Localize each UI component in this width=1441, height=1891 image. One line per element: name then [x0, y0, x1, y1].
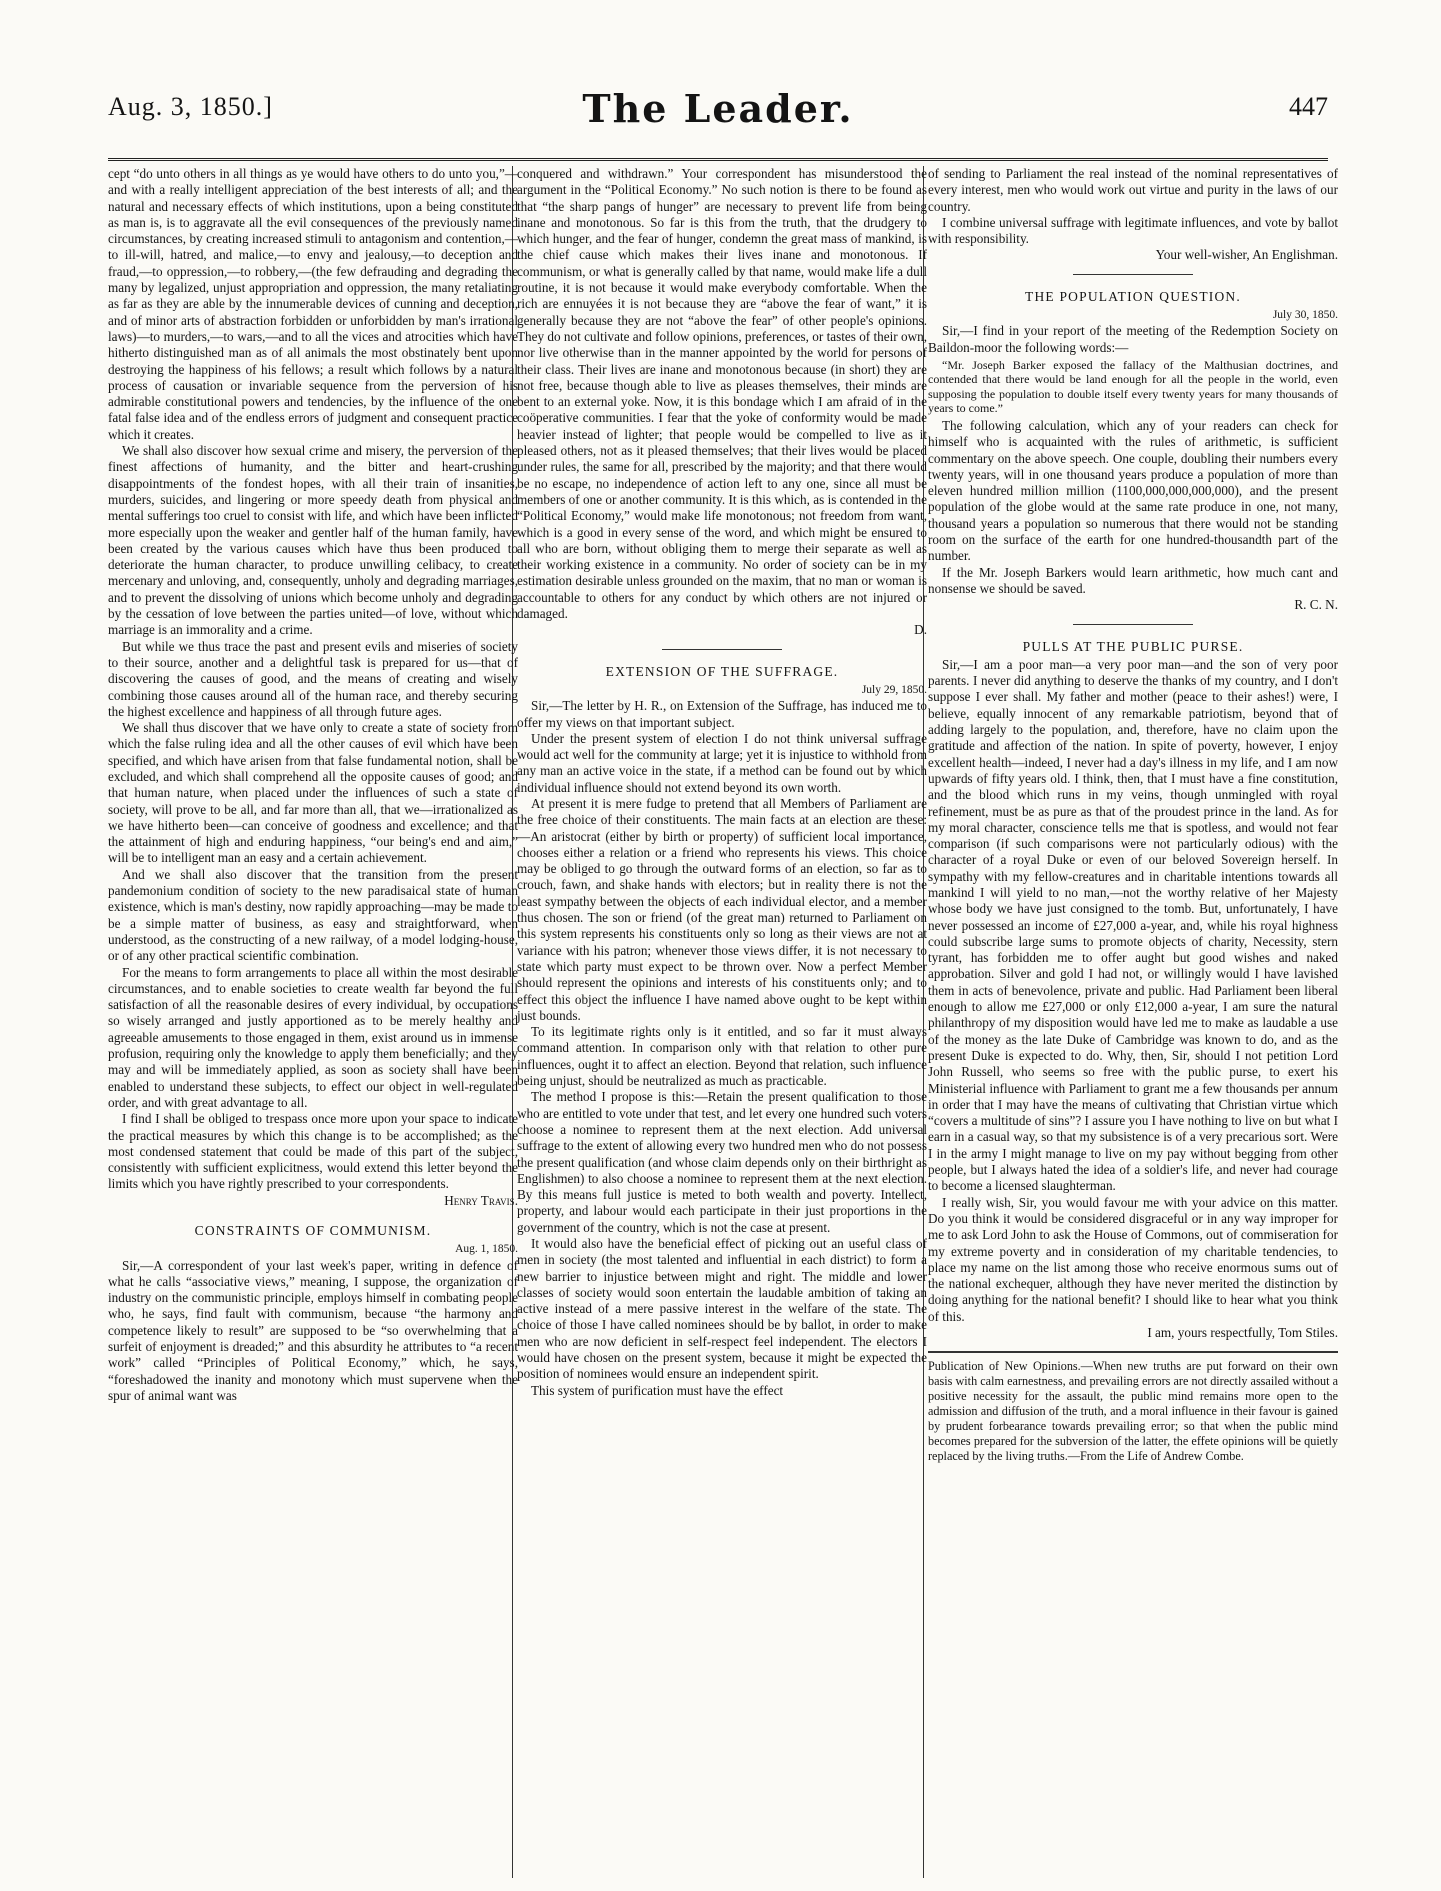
column-3 — [928, 166, 1338, 1464]
signoff: Your well-wisher, An Englishman. — [1155, 247, 1338, 263]
paragraph: Sir,—I am a poor man—a very poor man—and the son of very poor parents. I never did anything to deserve the thanks of my country, and I don't suppose I ever shall. My father and mother (peace to their ashes!) were, I believe, equally innocent of any remarkable patriotism, beyond that of adding largely to the population, and, therefore, have no claim upon the gratitude and affection of the nation. In spite of poverty, however, I enjoy excellent health—indeed, I never had a day's illness in my life, and I am now upwards of fifty years old. I think, then, that I must have a fine constitution, and the blood which runs in my veins, though unmingled with royal refinement, must be as pure as that of the proudest prince in the land. As for my moral character, conscience tells me that is spotless, and would not fear comparison (if such comparisons were not particularly odious) with the character of a royal Duke or even of our beloved Sovereign herself. In sympathy with my fellow-creatures and in charitable intentions towards all mankind I will yield to no man,—not the worthy relative of her Majesty whose body we have just consigned to the tomb. But, unfortunately, I have never possessed an income of £27,000 a-year, and, while his royal highness could subscribe large sums to promote objects of charity, Necessity, stern tyrant, has forbidden me to offer aught but good wishes and naked approbation. Silver and gold I had not, or willingly would I have lavished them in acts of benevolence, private and public. Had Parliament been liberal enough to allow me £27,000 or only £12,000 a-year, I am sure the natural philanthropy of my disposition would have led me to make as laudable a use of the money as the late Duke of Cambridge was known to do, and as the present Duke is expected to do. Why, then, Sir, should I not petition Lord John Russell, who seems so free with the public purse, to exert his Ministerial influence with Parliament to grant me a few thousands per annum in order that I may have the means of cultivating that Christian virtue which “covers a multitude of sins”? I assure you I have nothing to live on but what I earn in a casual way, so that my subsistence is of a very precarious sort. Were I in the army I might manage to live on my pay without begging from other people, but I always hated the idea of a soldier's life, and never had courage to become a licensed slaughterman. — [928, 656, 1338, 1194]
article-heading: THE POPULATION QUESTION. — [1025, 288, 1241, 304]
paragraph: Sir,—I find in your report of the meeting of the Redemption Society on Baildon-moor the following words:— — [928, 323, 1338, 355]
section-rule — [1073, 624, 1193, 625]
signature: R. C. N. — [1294, 597, 1338, 613]
header-rule — [108, 158, 1328, 161]
paragraph: To its legitimate rights only is it entitled, and so far it must always command attention. In comparison only with that relation to other pure influences, ought it to affect an election. Beyond that relation, such influence being unjust, should be neutralized as much as practicable. — [517, 1024, 927, 1089]
paragraph: We shall thus discover that we have only to create a state of society from which the false ruling idea and all the other causes of evil which have been specified, and which have arisen from that false fundamental notion, shall be excluded, and which shall comprehend all the opposite causes of good; and that human nature, when placed under the influences of such a state of society, will prove to be all, and far more than all, that we—irrationalized as we have hitherto been—can conceive of goodness and excellence; and that the attainment of high and enduring happiness, “our being's end and aim,” will be to intelligent man an easy and a certain achievement. — [108, 720, 518, 866]
dateline: July 29, 1850. — [861, 683, 927, 696]
page-number: 447 — [1289, 92, 1328, 121]
paragraph: cept “do unto others in all things as ye would have others to do unto you,”—and with a really intelligent appreciation of the best interests of all; and the natural and necessary effects of which institutions, upon a being constituted as man is, is to aggravate all the evil consequences of the previously named circumstances, by creating increased stimuli to antagonism and contention,—to ill-will, hatred, and malice,—to envy and jealousy,—to deception and fraud,—to oppression,—to robbery,—(the few defrauding and degrading the many by legalized, unjust appropriation and oppression, the many retaliating as far as they are able by the innumerable devices of cunning and deception, and of minor arts of abstraction forbidden or unforbidden by man's irrational laws)—to murders,—to wars,—and to all the vices and atrocities which have hitherto distinguished man as of all animals the most obstinately bent upon destroying the happiness of his fellows; a result which follows by a natural process of causation or invariable sequence from the perversion of his admirable constitutional powers and tendencies, by the influence of the one fatal false idea and of the endless errors of judgment and consequent practice which it creates. — [108, 166, 518, 442]
article-heading: EXTENSION OF THE SUFFRAGE. — [605, 663, 839, 679]
signature: Henry Travis. — [444, 1192, 518, 1208]
section-rule — [1073, 274, 1193, 275]
masthead — [108, 86, 1328, 146]
paragraph: Sir,—The letter by H. R., on Extension of the Suffrage, has induced me to offer my views on that important subject. — [517, 698, 927, 730]
paragraph: It would also have the beneficial effect of picking out an useful class of men in society (the most talented and influential in each district) to form a new barrier to injustice between might and right. The middle and lower classes of society would soon entertain the laudable ambition of taking an active instead of a mere passive interest in the welfare of the state. The choice of those I have called nominees should be by ballot, in order to make men who are now deficient in self-respect feel independent. The electors I would have chosen on the present system, because it might be expected the position of nominees would ensure an independent spirit. — [517, 1236, 927, 1382]
paragraph: At present it is mere fudge to pretend that all Members of Parliament are the free choice of their constituents. The main facts at an election are these:—An aristocrat (either by birth or property) of sufficient local importance, chooses either a relation or a friend who represents his views. This choice may be obliged to go through the outward forms of an election, so far as to crouch, fawn, and shake hands with electors; but in reality there is not the least sympathy between the objects of each individual elector, and a member thus chosen. The son or friend (of the great man) returned to Parliament on this system represents his constituents only so long as their views are not at variance with his patron; whenever those views differ, it is not necessary to state which party must expect to be thrown over. Now a perfect Member should represent the opinions and interests of his constituents only; and to effect this object the influence I have named above ought to be kept within just bounds. — [517, 795, 927, 1023]
article-heading: PULLS AT THE PUBLIC PURSE. — [1022, 638, 1244, 654]
paragraph: I combine universal suffrage with legitimate influences, and vote by ballot with responsibility. — [928, 214, 1338, 247]
section-rule — [662, 649, 782, 650]
paragraph: We shall also discover how sexual crime and misery, the perversion of the finest affections of humanity, and the bitter and heart-crushing disappointments of the fondest hopes, with all their train of insanities, murders, suicides, and lingering or more speedy death from physical and mental sufferings too cruel to consist with life, and which have been inflicted more especially upon the weaker and gentler half of the human family, have been created by the various causes which have thus been produced to deteriorate the human character, to produce unwilling celibacy, to create mercenary and unloving, and, consequently, unholy and degrading marriages, and to prevent the dissolving of unions which become unholy and degrading by the cessation of love between the parties united—of love, without which marriage is an immorality and a crime. — [108, 443, 518, 638]
section-rule — [928, 1351, 1338, 1353]
signoff: I am, yours respectfully, Tom Stiles. — [1147, 1325, 1338, 1340]
paragraph: But while we thus trace the past and present evils and miseries of society to their source, another and a delightful task is prepared for us—that of discovering the causes of good, and the means of creating and wisely combining those causes around all of the human race, and thereby securing the highest excellence and happiness of all through future ages. — [108, 638, 518, 719]
dateline: Aug. 1, 1850. — [455, 1243, 518, 1256]
paragraph: And we shall also discover that the transition from the present pandemonium condition of society to the new paradisaical state of human existence, which is man's destiny, now rapidly approaching—may be made to be a simple matter of business, as easy and straightforward, when understood, as the constructing of a new railway, of a model lodging-house, or of any other practical scientific combination. — [108, 866, 518, 964]
column-2 — [517, 166, 927, 1399]
paragraph: For the means to form arrangements to place all within the most desirable circumstances, and to enable societies to create wealth far beyond the full satisfaction of all the reasonable desires of every individual, by occupations so wisely arranged and justly apportioned as to be merely healthy and agreeable amusements to those engaged in them, exist around us in immense profusion, requiring only the knowledge to apply them beneficially; and they may and will be immediately applied, as soon as society shall have been enabled to understand these subjects, to effect our object in well-regulated order, and with great advantage to all. — [108, 964, 518, 1110]
publication-note: Publication of New Opinions.—When new truths are put forward on their own basis with calm earnestness, and prevailing errors are not directly assailed without a positive necessity for the assault, the public mind remains more open to the admission and diffusion of the truth, and a moral influence in their favour is gained by prudent forbearance towards prevailing error; so that when the public mind becomes prepared for the subversion of the latter, the effete opinions will be quietly replaced by the living truths.—From the Life of Andrew Combe. — [928, 1359, 1338, 1464]
paragraph: This system of purification must have the effect — [531, 1382, 784, 1398]
paragraph: The following calculation, which any of your readers can check for himself who is acquainted with the rules of arithmetic, is sufficient commentary on the above speech. One couple, doubling their numbers every twenty years, will in one thousand years produce a population of more than eleven hundred million million (1100,000,000,000,000), and the present population of the globe would at the same rate produce in one, not many, thousand years a population so numerous that there would not be standing room on the surface of the earth for one hundred-thousandth part of the number. — [928, 417, 1338, 564]
newspaper-title: The Leader. — [582, 86, 854, 131]
paragraph: I really wish, Sir, you would favour me with your advice on this matter. Do you think it would be considered disgraceful or in any way improper for me to ask Lord John to ask the House of Commons, out of commiseration for my extreme poverty and in consideration of my charitable tendencies, to place my name on the list among those who receive enormous sums out of the national exchequer, although they have never merited the distinction by doing anything for the national benefit? I should like to hear what you think of this. — [928, 1194, 1338, 1324]
paragraph: If the Mr. Joseph Barkers would learn arithmetic, how much cant and nonsense we should be saved. — [928, 564, 1338, 596]
article-heading: CONSTRAINTS OF COMMUNISM. — [194, 1223, 432, 1238]
paragraph: Under the present system of election I do not think universal suffrage would act well for the community at large; yet it is injustice to withhold from any man an active voice in the state, if a method can be found out by which individual influence should not extend beyond its own worth. — [517, 730, 927, 795]
paragraph: The method I propose is this:—Retain the present qualification to those who are entitled to vote under that test, and let every one hundred such voters choose a nominee to represent them at the next election. Add universal suffrage to the extent of allowing every two hundred men who do not possess the present qualification (and whose claim depends only on their birthright as Englishmen) to also choose a nominee to represent them at the next election. By this means full justice is meted to both wealth and poverty. Intellect, property, and labour would each participate in their just proportions in the government of the country, which is not the case at present. — [517, 1089, 927, 1235]
issue-date: Aug. 3, 1850.] — [108, 92, 273, 121]
paragraph: I find I shall be obliged to trespass once more upon your space to indicate the practical measures by which this change is to be accomplished; as the most condensed statement that could be made of this part of the subject, consistently with sufficient explicitness, would extend this letter beyond the limits which you have rightly prescribed to your correspondents. — [108, 1111, 518, 1192]
paragraph: of sending to Parliament the real instead of the nominal representatives of every interest, men who would work out virtue and purity in the laws of our country. — [928, 166, 1338, 214]
quotation: “Mr. Joseph Barker exposed the fallacy of the Malthusian doctrines, and contended that there would be land enough for all the people in the world, even supposing the population to double itself every twenty years for many thousands of years to come.” — [928, 357, 1338, 416]
column-1 — [108, 166, 518, 1404]
signature: D. — [914, 622, 927, 638]
paragraph: conquered and withdrawn.” Your correspondent has misunderstood the argument in the “Political Economy.” No such notion is there to be found as that “the sharp pangs of hunger” are necessary to prevent life from being inane and monotonous. So far is this from the truth, that the drudgery to which hunger, and the fear of hunger, condemn the great mass of mankind, is the chief cause which makes their lives inane and monotonous. If communism, or what is generally called by that name, would make life a dull routine, it is not because it would make everybody comfortable. When the rich are ennuyées it is not because they are “above the fear of want,” it is generally because they are not “above the fear” of other people's opinions. They do not cultivate and follow opinions, preferences, or tastes of their own, nor live otherwise than in the manner appointed by the world for persons of their class. Their lives are inane and monotonous because (in short) they are not free, because though able to live as pleases themselves, their minds are bent to an external yoke. Now, it is this bondage which I am afraid of in the coöperative communities. I fear that the yoke of conformity would be made heavier instead of lighter; that people would be compelled to live as it pleased others, not as it pleased themselves; that their lives would be placed under rules, the same for all, prescribed by the majority; and that there would be no escape, no independence of action left to any one, since all must be members of one or another community. It is this which, as is contended in the “Political Economy,” would make life monotonous; not freedom from want, which is a good in every sense of the word, and which might be ensured to all who are born, without obliging them to merge their separate as well as their working existence in a community. No order of society can be in my estimation desirable unless grounded on the maxim, that no man or woman is accountable to others for any conduct by which others are not injured or damaged. — [517, 166, 927, 622]
dateline: July 30, 1850. — [1272, 309, 1338, 322]
paragraph: Sir,—A correspondent of your last week's paper, writing in defence of what he calls “associative views,” meaning, I suppose, the organization of industry on the communistic principle, employs himself in combating people who, he says, find fault with communism, because “the harmony and competence likely to result” are supposed to be “so overwhelming that a surfeit of enjoyment is dreaded;” and this absurdity he attributes to “a recent work” called “Principles of Political Economy,” which, he says, “foreshadowed the inanity and monotony which must supervene when the spur of animal want was — [108, 1257, 518, 1403]
